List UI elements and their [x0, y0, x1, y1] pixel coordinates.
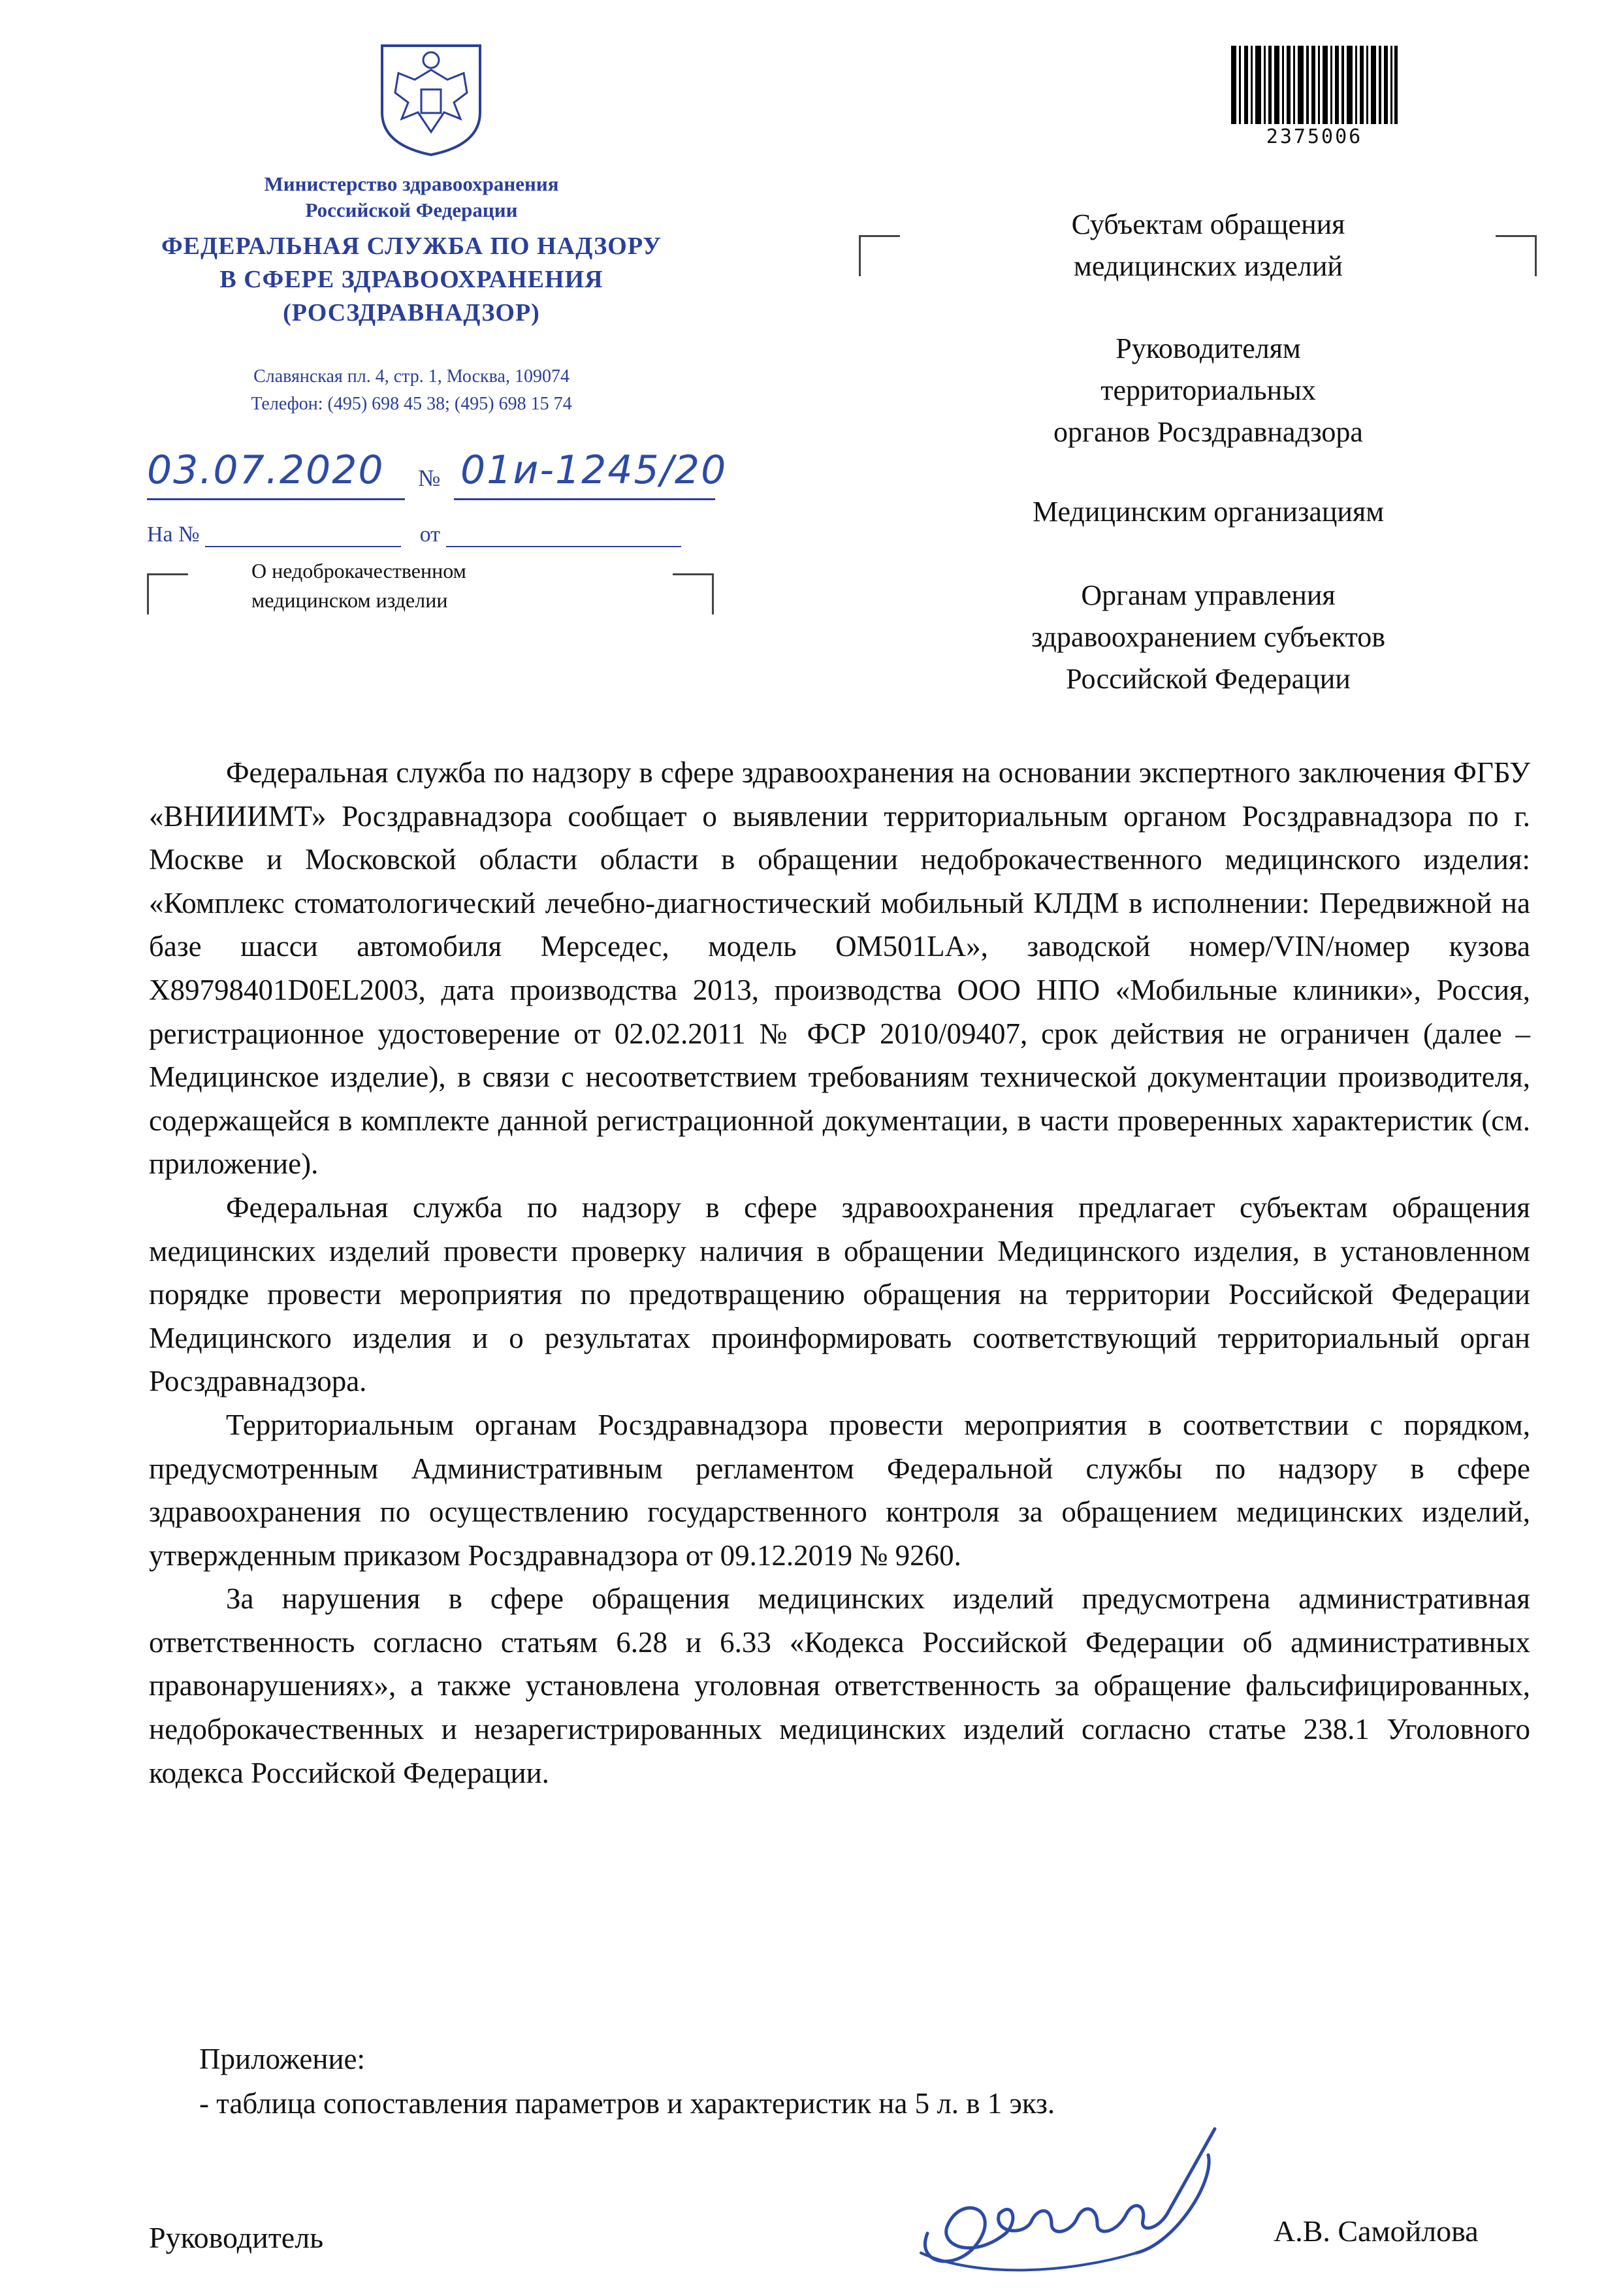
- signatory-title: Руководитель: [149, 2221, 324, 2254]
- signatory-name: А.В. Самойлова: [1274, 2214, 1479, 2248]
- reference-date-label: от: [419, 522, 441, 547]
- recipient-line: здравоохранением субъектов: [1031, 620, 1386, 653]
- handwritten-signature: [901, 2103, 1293, 2286]
- recipient-block: [914, 328, 1502, 453]
- service-line: В СФЕРЕ ЗДРАВООХРАНЕНИЯ: [219, 265, 603, 293]
- barcode: [1231, 46, 1398, 124]
- registration-line: [147, 447, 800, 519]
- attachment-label: Приложение:: [199, 2043, 366, 2075]
- subject-line: О недоброкачественном: [251, 559, 466, 582]
- recipient-block: [914, 491, 1502, 533]
- recipient-line: Руководителям: [1115, 332, 1301, 364]
- recipient-line: территориальных: [1100, 374, 1316, 406]
- registration-number: 01и-1245/20: [460, 447, 728, 493]
- registration-date: 03.07.2020: [147, 447, 385, 493]
- service-line: ФЕДЕРАЛЬНАЯ СЛУЖБА ПО НАДЗОРУ: [161, 232, 662, 260]
- body-paragraph: Территориальным органам Росздравнадзора провести мероприятия в соответствии с порядком, предусмотренным Административным регламентом Федеральной службы по надзору в сфере здравоохранения по осуществлению государственного контроля за обращением медицинских изделий, утвержденным приказом Росздравнадзора от 09.12.2019 № 9260.: [149, 1408, 1530, 1572]
- subject-line: медицинском изделии: [251, 588, 448, 612]
- letter-body: [149, 751, 1530, 1794]
- body-paragraph: Федеральная служба по надзору в сфере здравоохранения на основании экспертного заключения ФГБУ «ВНИИИМТ» Росздравнадзора сообщает о выявлении территориальным органом Росздравнадзора по г. Москве и Московской области области в обращении недоброкачественного медицинского изделия: «Комплекс стоматологический лечебно-диагностический мобильный КЛДМ в исполнении: Передвижной на базе шасси автомобиля Мерседес, модель OM501LA», заводской номер/VIN/номер кузова X89798401D0EL2003, дата производства 2013, производства ООО НПО «Мобильные клиники», Россия, регистрационное удостоверение от 02.02.2011 № ФСР 2010/09407, срок действия не ограничен (далее – Медицинское изделие), в связи с несоответствием требованиям технической документации производителя, содержащейся в комплекте данной регистрационной документации, в части проверенных характеристик (см. приложение).: [149, 756, 1530, 1181]
- contact-block: [104, 363, 718, 418]
- recipient-block: [914, 204, 1502, 287]
- body-paragraph: Федеральная служба по надзору в сфере здравоохранения предлагает субъектам обращения медицинских изделий провести проверку наличия в обращении Медицинского изделия, в установленном порядке провести мероприятия по предотвращению обращения на территории Российской Федерации Медицинского изделия и о результатах проинформировать соответствующий территориальный орган Росздравнадзора.: [149, 1190, 1530, 1398]
- reference-row: [147, 522, 681, 547]
- service-name: [104, 230, 718, 330]
- recipient-line: Медицинским организациям: [1032, 496, 1385, 528]
- body-paragraph: За нарушения в сфере обращения медицинских изделий предусмотрена административная ответственность согласно статьям 6.28 и 6.33 «Кодекса Российской Федерации об административных правонарушениях», а также установлена уголовная ответственность за обращение фальсифицированных, недоброкачественных и незарегистрированных медицинских изделий согласно статье 238.1 Уголовного кодекса Российской Федерации.: [149, 1582, 1530, 1789]
- reference-number-label: На №: [147, 522, 200, 547]
- ministry-line: Министерство здравоохранения: [264, 172, 559, 195]
- ministry-name: [104, 171, 718, 224]
- service-line: (РОСЗДРАВНАДЗОР): [283, 298, 540, 327]
- address: Славянская пл. 4, стр. 1, Москва, 109074: [253, 366, 570, 387]
- recipient-line: Органам управления: [1081, 579, 1336, 611]
- number-sign: №: [418, 465, 441, 491]
- phone: Телефон: (495) 698 45 38; (495) 698 15 74: [251, 394, 572, 414]
- recipient-line: Российской Федерации: [1066, 662, 1351, 695]
- ministry-line: Российской Федерации: [305, 199, 518, 222]
- coat-of-arms-icon: [376, 40, 487, 158]
- recipient-line: медицинских изделий: [1074, 249, 1343, 282]
- barcode-number: 2375006: [1266, 125, 1363, 148]
- recipient-line: Субъектам обращения: [1071, 208, 1345, 240]
- recipient-block: [914, 575, 1502, 699]
- attachment-item: - таблица сопоставления параметров и характеристик на 5 л. в 1 экз.: [199, 2086, 1055, 2120]
- recipient-line: органов Росздравнадзора: [1053, 415, 1363, 448]
- letter-subject: [251, 556, 466, 615]
